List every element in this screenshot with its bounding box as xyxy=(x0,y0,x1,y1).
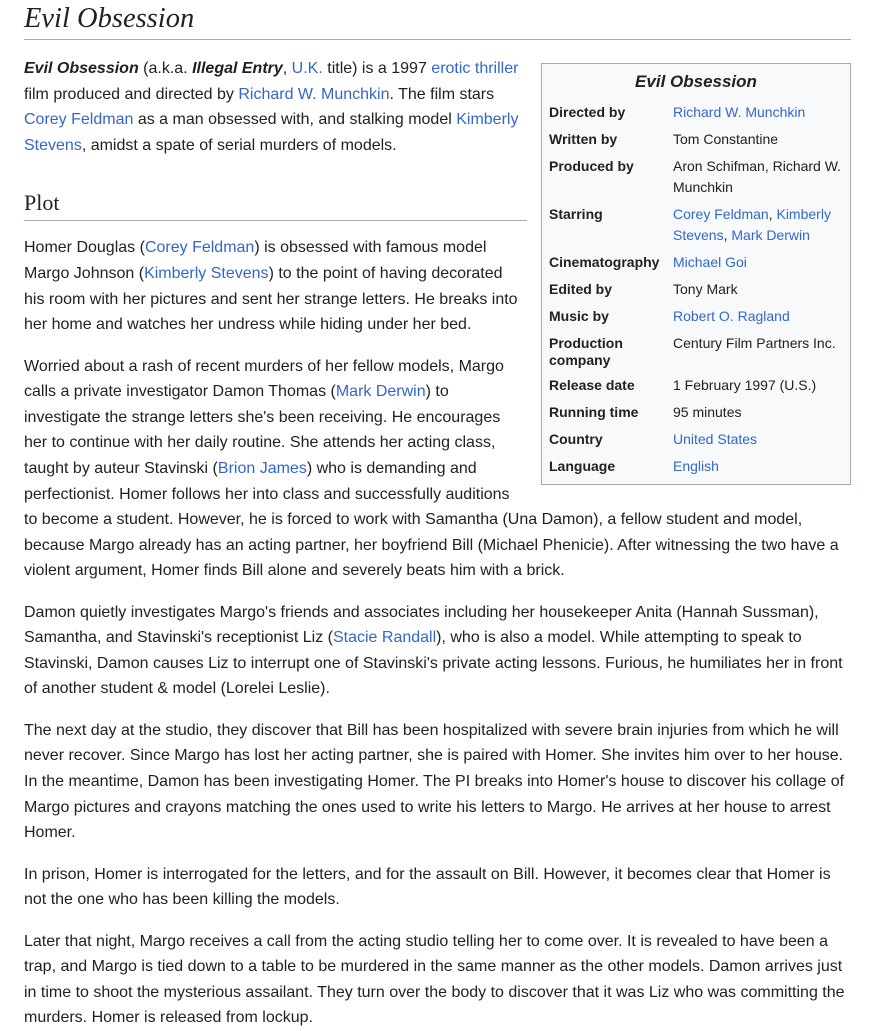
infobox-value: Tom Constantine xyxy=(673,131,779,147)
infobox-row-starring xyxy=(542,201,850,249)
infobox-value: Aron Schifman, Richard W. Munchkin xyxy=(673,158,842,195)
infobox-row-cinematography xyxy=(542,249,850,276)
infobox-row-language xyxy=(542,453,850,480)
lead-title: Evil Obsession xyxy=(24,60,139,77)
infobox-label: Cinematography xyxy=(549,254,660,270)
plot-text: Damon quietly investigates Margo's friends and associates including her housekeeper Anita (Hannah Sussman), Samantha, and Stavinski's receptionist Liz ( xyxy=(24,603,819,647)
infobox-label: Produced by xyxy=(549,158,634,174)
plot-text: Homer Douglas ( xyxy=(24,239,145,257)
actor-link[interactable]: Mark Derwin xyxy=(335,383,426,401)
infobox-value xyxy=(673,204,843,246)
infobox-value: Century Film Partners Inc. xyxy=(673,335,836,351)
plot-paragraph: Later that night, Margo receives a call from the acting studio telling her to come over. It is revealed to have been a trap, and Margo is tied down to a table to be murdered in the same manner as the other models. Damon arrives just in time to shoot the mysterious assailant. They turn over the body to discover that it was Liz who was committing the murders. Homer is released from lockup. xyxy=(24,932,845,1027)
plot-text: Worried about a rash of recent murders of her fellow models, Margo calls a private investigator Damon Thomas ( xyxy=(24,357,504,401)
infobox-row-written xyxy=(542,126,850,153)
infobox-row-produced xyxy=(542,153,850,201)
infobox-row-runtime xyxy=(542,399,850,426)
star-link-kimberly-stevens[interactable]: Kimberly Stevens xyxy=(673,206,831,243)
actor-link[interactable]: Kimberly Stevens xyxy=(144,264,269,282)
plot-paragraph: The next day at the studio, they discover that Bill has been hospitalized with severe brain injuries from which he will never recover. Since Margo has lost her acting partner, she is paired with Homer. She invites him over to her house. In the meantime, Damon has been investigating Homer. The PI breaks into Homer's house to discover his collage of Margo pictures and crayons matching the ones used to write his letters to Margo. He arrives at her house to arrest Homer. xyxy=(24,721,845,842)
country-link[interactable]: United States xyxy=(673,431,758,447)
infobox-label: Country xyxy=(549,431,603,447)
infobox-label: Written by xyxy=(549,131,618,147)
plot-text: ), who is also a model. While attempting to speak to Stavinski, Damon causes Liz to interrupt one of Stavinski's private acting lessons. Furious, he humiliates her in front of another student & model (Lorelei Leslie). xyxy=(24,629,843,698)
star-link-corey-feldman[interactable]: Corey Feldman xyxy=(673,206,769,222)
actor-link[interactable]: Brion James xyxy=(217,459,307,477)
uk-link[interactable]: U.K. xyxy=(291,60,323,77)
aka-title: Illegal Entry xyxy=(192,60,283,77)
plot-paragraph xyxy=(24,600,851,702)
plot-paragraph: In prison, Homer is interrogated for the letters, and for the assault on Bill. However, it becomes clear that Homer is not the one who has been killing the models. xyxy=(24,865,831,909)
infobox-row-production-company xyxy=(542,330,850,372)
plot-text: ) who is demanding and perfectionist. Homer follows her into class and successfully auditions to become a student. However, he is forced to work with Samantha (Una Damon), a fellow student and model, because Margo already has an acting partner, her boyfriend Bill (Michael Phenicie). After witnessing the two have a violent argument, Homer finds Bill alone and severely beats him with a brick. xyxy=(24,459,839,580)
lead-text: as a man obsessed with, and stalking model xyxy=(133,111,457,129)
section-heading-plot: Plot xyxy=(24,188,527,221)
lead-text: title) is a 1997 xyxy=(322,60,432,77)
infobox-title: Evil Obsession xyxy=(635,72,757,91)
infobox-row-music xyxy=(542,303,850,330)
infobox-value: 95 minutes xyxy=(673,404,742,420)
infobox-row-country xyxy=(542,426,850,453)
star-link-corey-feldman[interactable]: Corey Feldman xyxy=(24,111,134,129)
lead-text: (a.k.a. xyxy=(138,60,193,77)
infobox-label: Running time xyxy=(549,404,639,420)
plot-text: ) to the point of having decorated his room with her pictures and sent her strange letters. He breaks into her home and watches her undress while hiding under her bed. xyxy=(24,264,518,334)
infobox xyxy=(541,63,851,485)
director-link[interactable]: Richard W. Munchkin xyxy=(673,104,806,120)
plot-text: ) to investigate the strange letters she's been receiving. He encourages her to continue with her daily routine. She attends her acting class, taught by auteur Stavinski ( xyxy=(24,383,501,477)
lead-text: film produced and directed by xyxy=(24,85,239,103)
infobox-label: Starring xyxy=(549,206,603,222)
infobox-row-edited xyxy=(542,276,850,303)
actor-link[interactable]: Stacie Randall xyxy=(332,629,437,647)
infobox-label: Production company xyxy=(549,335,623,368)
lead-text: , amidst a spate of serial murders of models. xyxy=(81,136,397,154)
actor-link[interactable]: Corey Feldman xyxy=(144,239,255,257)
page-title: Evil Obsession xyxy=(24,0,851,40)
lead-text: . The film stars xyxy=(389,85,495,103)
infobox-row-release xyxy=(542,372,850,399)
composer-link[interactable]: Robert O. Ragland xyxy=(673,308,790,324)
infobox-row-directed xyxy=(542,99,850,126)
plot-text: ) is obsessed with famous model Margo Johnson ( xyxy=(24,239,487,282)
separator: , xyxy=(768,206,777,222)
infobox-value: 1 February 1997 (U.S.) xyxy=(673,377,817,393)
infobox-label: Directed by xyxy=(549,104,626,120)
separator: , xyxy=(723,227,732,243)
infobox-label: Release date xyxy=(549,377,635,393)
star-link-kimberly-stevens[interactable]: Kimberly Stevens xyxy=(24,111,519,154)
director-link[interactable]: Richard W. Munchkin xyxy=(238,85,390,103)
language-link[interactable]: English xyxy=(673,458,719,474)
infobox-label: Language xyxy=(549,458,616,474)
genre-link[interactable]: erotic thriller xyxy=(431,60,519,77)
infobox-label: Music by xyxy=(549,308,609,324)
lead-text: , xyxy=(282,60,292,77)
cinematographer-link[interactable]: Michael Goi xyxy=(673,254,747,270)
infobox-value: Tony Mark xyxy=(673,281,738,297)
star-link-mark-derwin[interactable]: Mark Derwin xyxy=(731,227,810,243)
infobox-label: Edited by xyxy=(549,281,613,297)
